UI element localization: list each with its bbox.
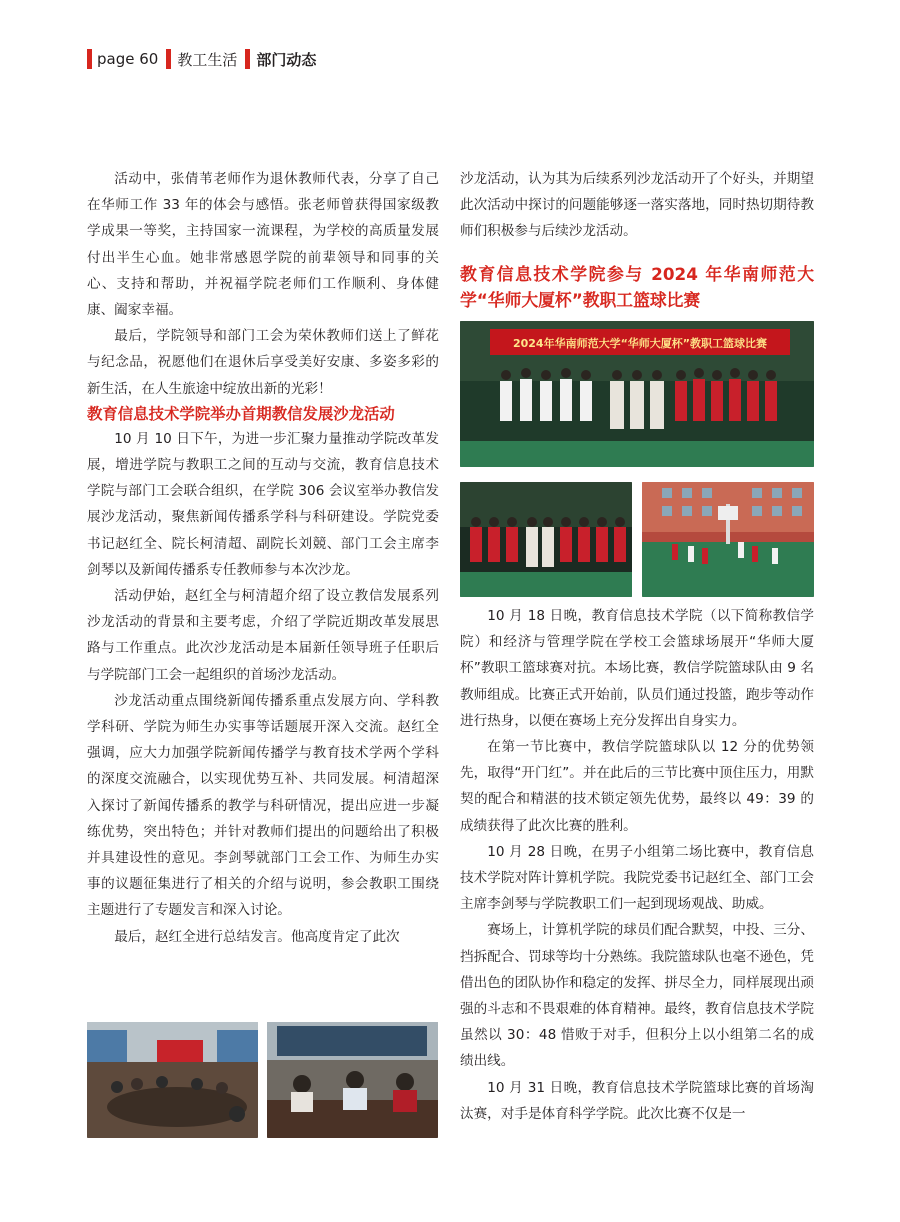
header-bar: [87, 49, 92, 69]
article-title-basketball: 教育信息技术学院参与 2024 年华南师范大学“华师大厦杯”教职工篮球比赛: [460, 263, 814, 310]
salon-speakers-photo: [267, 1022, 438, 1138]
right-column-lower: [460, 603, 814, 1127]
paragraph: 赛场上，计算机学院的球员们配合默契，中投、三分、挡拆配合、罚球等均十分熟练。我院篮球队也毫不逊色，凭借出色的团队协作和稳定的发挥、拼尽全力，同样展现出顽强的斗志和不畏艰难的体育精神。最终，教育信息技术学院虽然以 30：48 惜败于对手，但积分上以小组第二名的成绩出线。: [460, 922, 814, 1070]
paragraph: 活动伊始，赵红全与柯清超介绍了设立教信发展系列沙龙活动的背景和主要考虑，介绍了学院近期改革发展思路与工作重点。此次沙龙活动是本届新任领导班子任职后与学院部门工会一起组织的首场沙龙活动。: [87, 588, 439, 683]
right-column: [460, 166, 814, 327]
column-name: 部门动态: [256, 50, 317, 69]
paragraph: 最后，学院领导和部门工会为荣休教师们送上了鲜花与纪念品，祝愿他们在退休后享受美好安康、多姿多彩的新生活，在人生旅途中绽放出新的光彩！: [87, 328, 439, 397]
paragraph: 在第一节比赛中，教信学院篮球队以 12 分的优势领先，取得“开门红”。并在此后的三节比赛中顶住压力，用默契的配合和精湛的技术锁定领先优势，最终以 49：39 的成绩获得了此次比赛的胜利。: [460, 739, 814, 834]
page-header: [87, 48, 316, 70]
left-column: [87, 166, 439, 950]
paragraph: 10 月 10 日下午，为进一步汇聚力量推动学院改革发展，增进学院与教职工之间的互动与交流，教育信息技术学院与部门工会联合组织，在学院 306 会议室举办教信发展沙龙活动，聚焦新闻传播系学科与科研建设。学院党委书记赵红全、院长柯清超、副院长刘競、部门工会主席李剑琴以及新闻传播系专任教师参与本次沙龙。: [87, 430, 439, 578]
magazine-section: 教工生活: [177, 50, 238, 69]
event-banner-text: 2024年华南师范大学“华师大厦杯”教职工篮球比赛: [512, 337, 768, 350]
page-number: page 60: [97, 50, 159, 68]
paragraph: 10 月 28 日晚，在男子小组第二场比赛中，教育信息技术学院对阵计算机学院。我院党委书记赵红全、部门工会主席李剑琴与学院教职工们一起到现场观战、助威。: [460, 843, 814, 913]
header-bar: [245, 49, 250, 69]
court-game-photo: [642, 482, 814, 597]
team-group-photo: [460, 321, 814, 467]
paragraph: 活动中，张倩苇老师作为退休教师代表，分享了自己在华师工作 33 年的体会与感悟。张老师曾获得国家级教学成果一等奖，主持国家一流课程，为学校的高质量发展付出半生心血。她非常感恩学院的前辈领导和同事的关心、支持和帮助，并祝福学院老师们工作顺利、身体健康、阖家幸福。: [87, 171, 439, 319]
paragraph: 最后，赵红全进行总结发言。他高度肯定了此次: [114, 928, 400, 945]
header-bar: [166, 49, 171, 69]
team-lineup-photo: [460, 482, 632, 597]
paragraph: 沙龙活动重点围绕新闻传播系重点发展方向、学科教学科研、学院为师生办实事等话题展开深入交流。赵红全强调，应大力加强学院新闻传播学与教育技术学两个学科的深度交流融合，以实现优势互补、共同发展。柯清超深入探讨了新闻传播系的教学与科研情况，提出应进一步凝练优势，突出特色；并针对教师们提出的问题给出了积极并具建设性的意见。李剑琴就部门工会工作、为师生办实事的议题征集进行了相关的介绍与说明，参会教职工围绕主题进行了专题发言和深入讨论。: [87, 692, 439, 919]
meeting-room-photo: [87, 1022, 258, 1138]
paragraph: 10 月 31 日晚，教育信息技术学院篮球比赛的首场淘汰赛，对手是体育科学学院。此次比赛不仅是一: [460, 1079, 814, 1122]
paragraph: 沙龙活动，认为其为后续系列沙龙活动开了个好头，并期望此次活动中探讨的问题能够逐一落实落地，同时热切期待教师们积极参与后续沙龙活动。: [460, 171, 814, 240]
paragraph: 10 月 18 日晚，教育信息技术学院（以下简称教信学院）和经济与管理学院在学校工会篮球场展开“华师大厦杯”教职工篮球赛对抗。本场比赛，教信学院篮球队由 9 名教师组成。比赛正式开始前，队员们通过投篮，跑步等动作进行热身，以便在赛场上充分发挥出自身实力。: [460, 608, 814, 729]
article-title-salon: 教育信息技术学院举办首期教信发展沙龙活动: [87, 404, 395, 423]
